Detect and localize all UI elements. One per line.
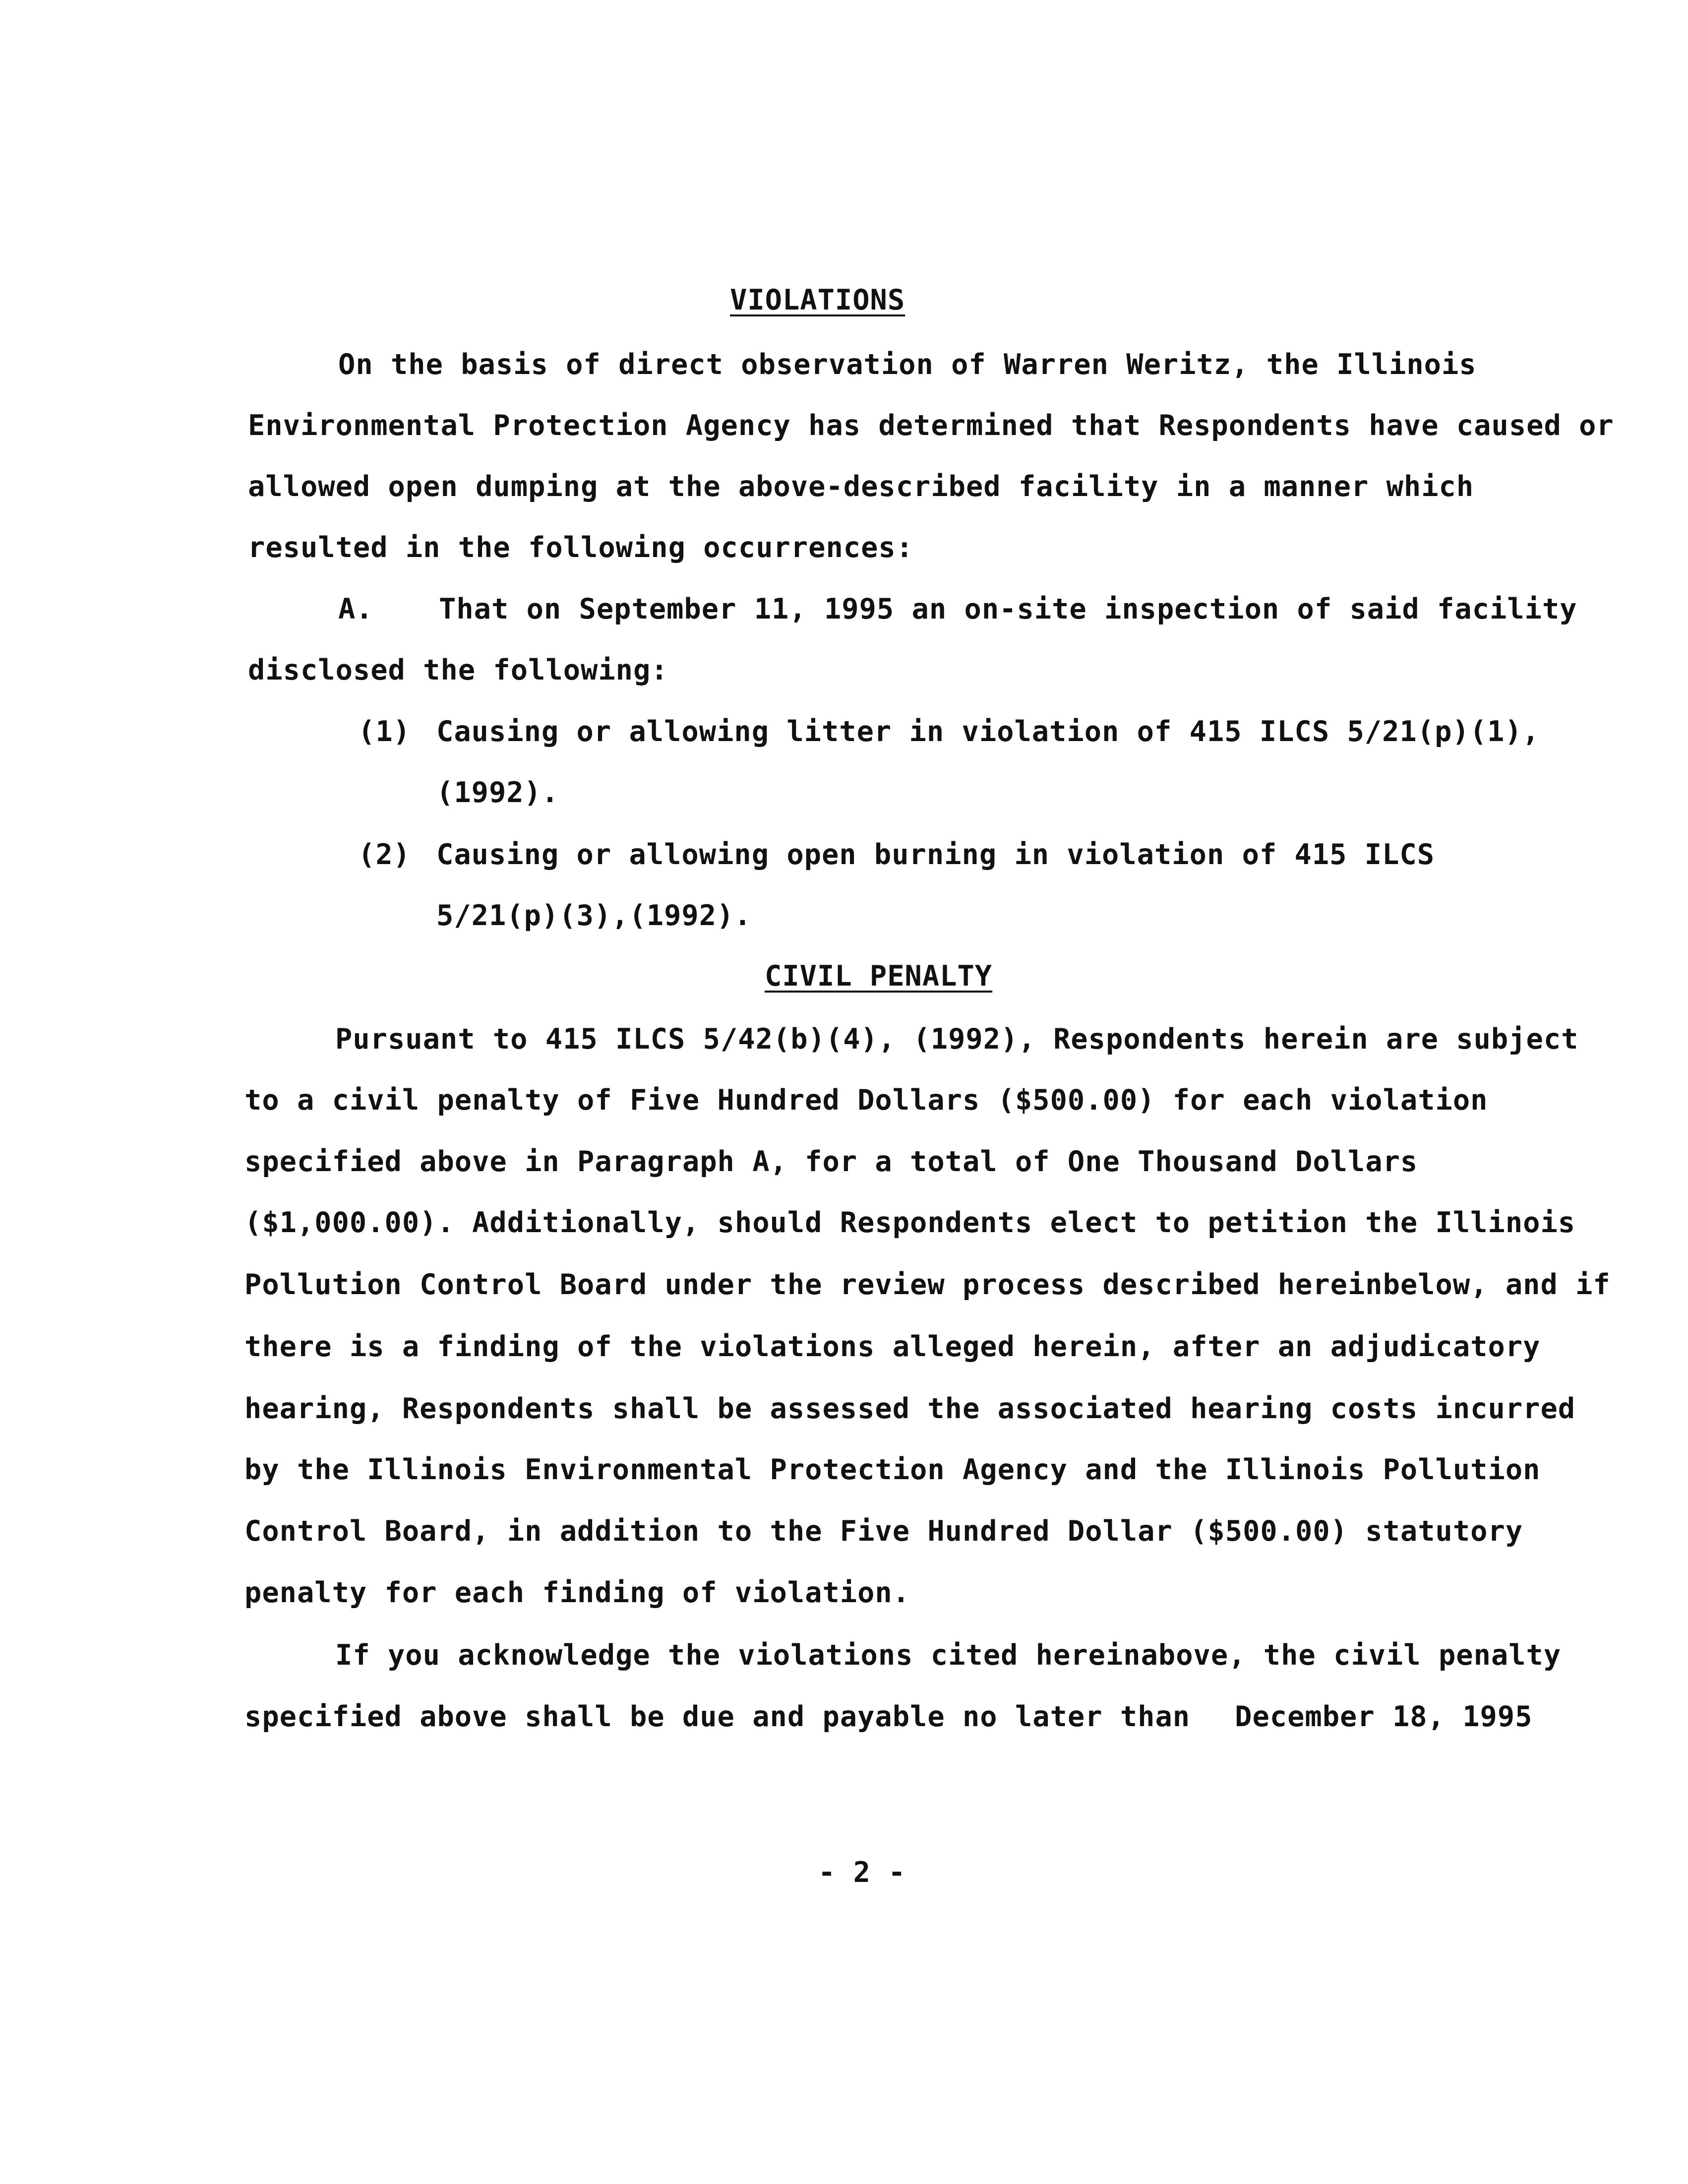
- intro-line-3: allowed open dumping at the above-described facility in a manner which: [248, 470, 1474, 503]
- item-1-line-1: Causing or allowing litter in violation of 415 ILCS 5/21(p)(1),: [436, 715, 1540, 748]
- item-1-line-2: (1992).: [436, 776, 559, 809]
- penalty-line-1: Pursuant to 415 ILCS 5/42(b)(4), (1992), Respondents herein are subject: [335, 1023, 1579, 1056]
- intro-line-1: On the basis of direct observation of Warren Weritz, the Illinois: [338, 348, 1477, 381]
- item-2-line-1: Causing or allowing open burning in violation of 415 ILCS: [436, 838, 1435, 871]
- penalty-line-9: Control Board, in addition to the Five Hundred Dollar ($500.00) statutory: [244, 1515, 1523, 1548]
- penalty-line-6: there is a finding of the violations alleged herein, after an adjudicatory: [244, 1330, 1541, 1363]
- penalty-line-3: specified above in Paragraph A, for a total of One Thousand Dollars: [244, 1145, 1418, 1178]
- due-date: December 18, 1995: [1235, 1700, 1533, 1733]
- paragraph-a-line-2: disclosed the following:: [248, 654, 668, 686]
- item-1-number: (1): [358, 715, 411, 748]
- paragraph-a-line-1: That on September 11, 1995 an on-site inspection of said facility: [439, 593, 1577, 625]
- item-2-number: (2): [358, 838, 411, 871]
- payable-text: specified above shall be due and payable no later than: [244, 1700, 1191, 1733]
- page-number: - 2 -: [818, 1856, 906, 1889]
- penalty-line-7: hearing, Respondents shall be assessed the associated hearing costs incurred: [244, 1392, 1576, 1425]
- civil-penalty-heading: CIVIL PENALTY: [765, 960, 993, 993]
- item-2-line-2: 5/21(p)(3),(1992).: [436, 899, 752, 932]
- penalty-line-4: ($1,000.00). Additionally, should Respondents elect to petition the Illinois: [244, 1206, 1576, 1239]
- intro-line-2: Environmental Protection Agency has determined that Respondents have caused or: [248, 409, 1614, 442]
- penalty-line-10: penalty for each finding of violation.: [244, 1576, 910, 1609]
- penalty-line-2: to a civil penalty of Five Hundred Dollars ($500.00) for each violation: [244, 1084, 1488, 1117]
- payable-line-2: [244, 1699, 1533, 1734]
- paragraph-a-label: A.: [338, 593, 373, 625]
- penalty-line-8: by the Illinois Environmental Protection Agency and the Illinois Pollution: [244, 1453, 1541, 1486]
- violations-heading: VIOLATIONS: [730, 284, 905, 316]
- payable-line-1: If you acknowledge the violations cited hereinabove, the civil penalty: [335, 1639, 1562, 1672]
- intro-line-4: resulted in the following occurrences:: [248, 531, 914, 564]
- penalty-line-5: Pollution Control Board under the review process described hereinbelow, and if: [244, 1268, 1611, 1301]
